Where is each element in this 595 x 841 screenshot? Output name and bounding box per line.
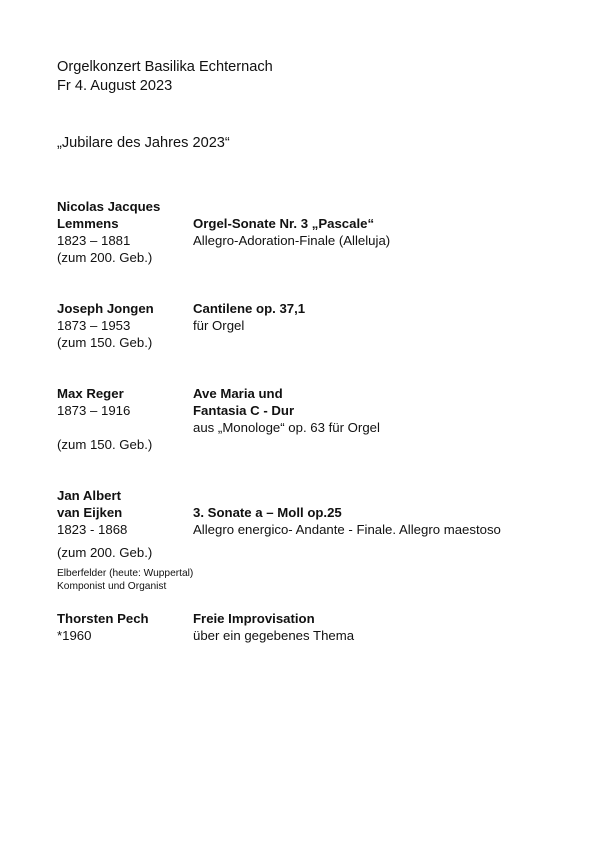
composer-note-line2: Komponist und Organist [57,581,167,592]
anniversary-note: (zum 200. Geb.) [57,250,153,265]
composer-name-line1: Nicolas Jacques [57,199,161,214]
composer-dates: 1873 – 1953 [57,318,131,333]
composer-note-line1: Elberfelder (heute: Wuppertal) [57,568,194,579]
composer-dates: 1873 – 1916 [57,403,131,418]
composer-dates: 1823 - 1868 [57,522,128,537]
composer-name-line2: Lemmens [57,216,119,231]
anniversary-note: (zum 150. Geb.) [57,437,153,452]
composer-name-line1: Jan Albert [57,488,121,503]
work-detail: über ein gegebenes Thema [193,628,355,643]
anniversary-note: (zum 200. Geb.) [57,545,153,560]
work-title-line1: Ave Maria und [193,386,283,401]
anniversary-note: (zum 150. Geb.) [57,335,153,350]
work-detail: aus „Monologe“ op. 63 für Orgel [193,420,380,435]
composer-dates: 1823 – 1881 [57,233,131,248]
work-detail: Allegro energico- Andante - Finale. Allegro maestoso [193,522,501,537]
work-title: 3. Sonate a – Moll op.25 [193,505,342,520]
concert-motto: „Jubilare des Jahres 2023“ [57,135,230,151]
composer-dates: *1960 [57,628,92,643]
work-detail: Allegro-Adoration-Finale (Alleluja) [193,233,391,248]
work-title: Freie Improvisation [193,611,315,626]
composer-name: Max Reger [57,386,124,401]
composer-name: Thorsten Pech [57,611,149,626]
composer-name-line2: van Eijken [57,505,123,520]
work-title: Orgel-Sonate Nr. 3 „Pascale“ [193,216,375,231]
work-detail: für Orgel [193,318,245,333]
composer-name: Joseph Jongen [57,301,154,316]
concert-date: Fr 4. August 2023 [57,78,173,94]
work-title: Cantilene op. 37,1 [193,301,306,316]
work-title-line2: Fantasia C - Dur [193,403,295,418]
concert-title: Orgelkonzert Basilika Echternach [57,59,273,75]
